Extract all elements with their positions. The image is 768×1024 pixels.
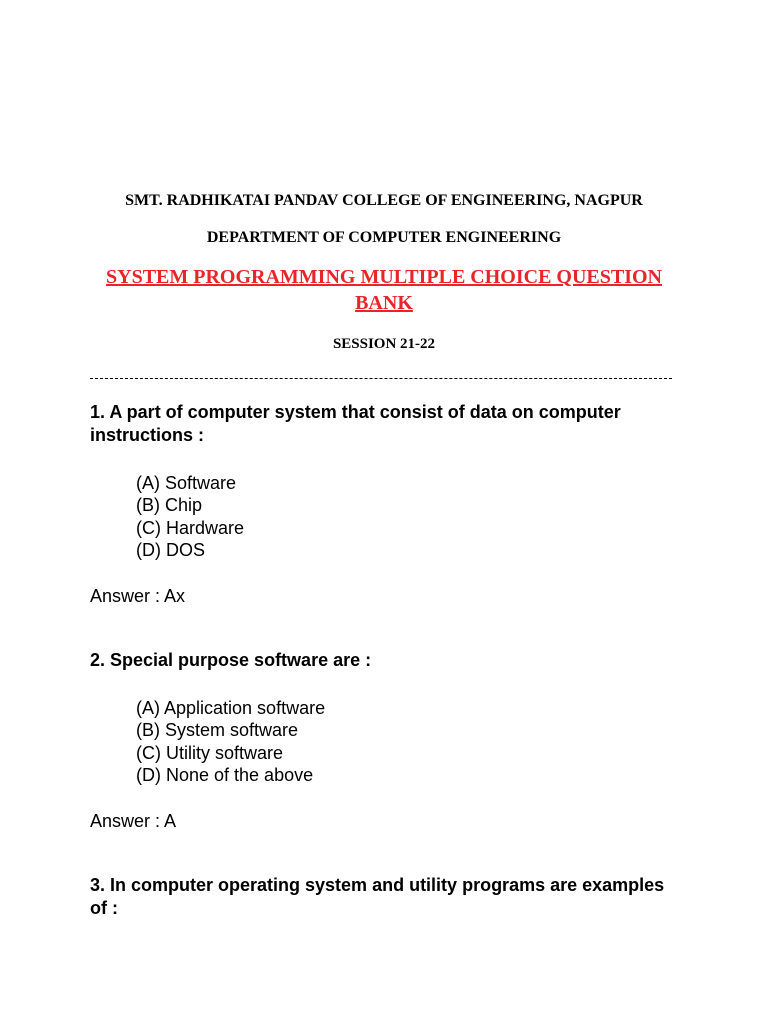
question-2-option-b: (B) System software (136, 720, 299, 741)
question-1-text: 1. A part of computer system that consist of data on computer instructions : (90, 402, 621, 445)
question-2-text: 2. Special purpose software are : (90, 650, 372, 670)
question-3-text: 3. In computer operating system and utility programs are examples of : (90, 875, 665, 918)
question-2-answer: Answer : A (90, 811, 177, 831)
question-1-option-c: (C) Hardware (136, 517, 245, 538)
question-1-options (136, 472, 244, 561)
question-2-option-c: (C) Utility software (136, 742, 284, 763)
question-1-option-d: (D) DOS (136, 539, 205, 560)
question-1-option-b: (B) Chip (136, 495, 203, 516)
department-name: DEPARTMENT OF COMPUTER ENGINEERING (206, 229, 562, 246)
college-name: SMT. RADHIKATAI PANDAV COLLEGE OF ENGINEERING, NAGPUR (125, 192, 643, 209)
question-1-answer: Answer : Ax (90, 586, 186, 606)
session-label: SESSION 21-22 (332, 336, 436, 352)
question-2-option-a: (A) Application software (136, 698, 326, 718)
document-title: SYSTEM PROGRAMMING MULTIPLE CHOICE QUESTION BANK (106, 266, 662, 314)
question-2-option-d: (D) None of the above (136, 764, 314, 785)
question-2-options (136, 697, 325, 786)
section-divider (90, 378, 672, 379)
question-1-option-a: (A) Software (136, 473, 237, 493)
